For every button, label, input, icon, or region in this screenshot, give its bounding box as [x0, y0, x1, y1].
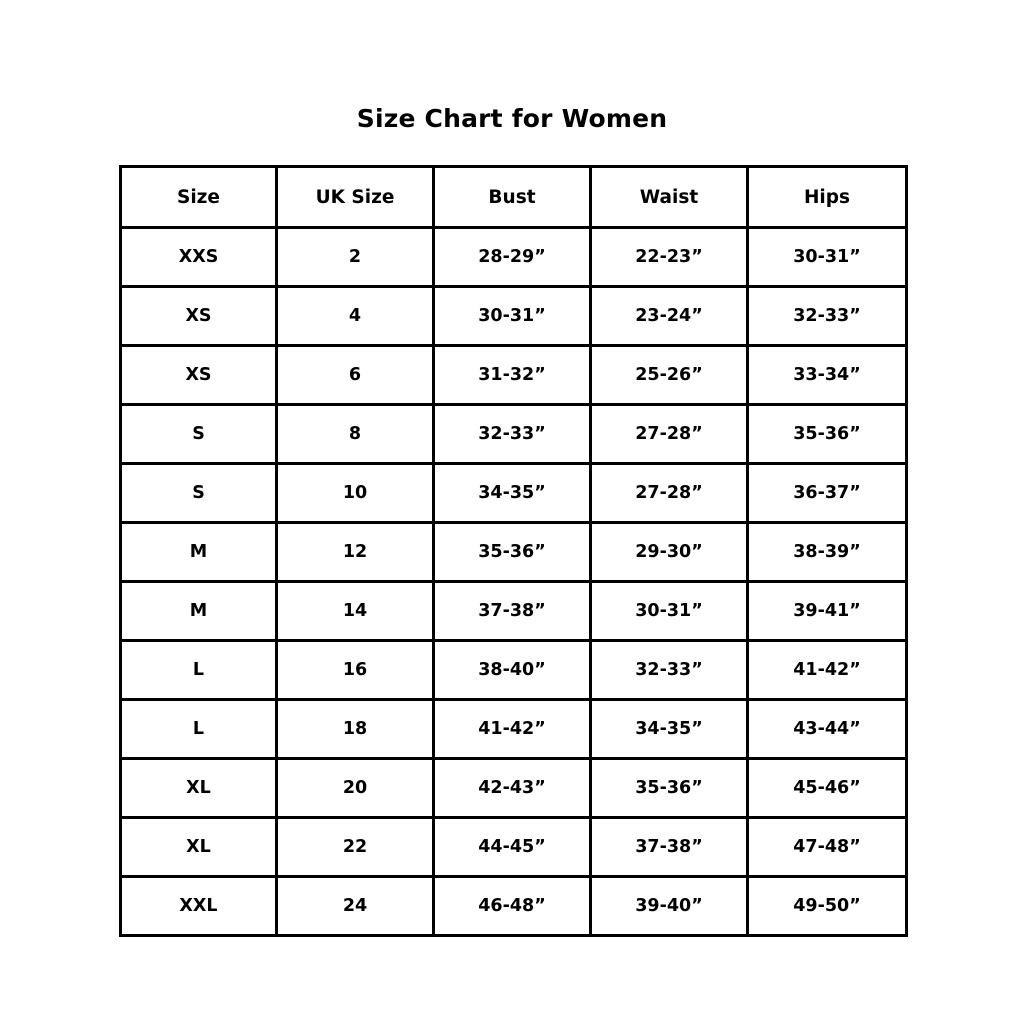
cell-uk-size: 10 [277, 464, 434, 523]
cell-size: S [121, 405, 277, 464]
cell-waist: 35-36” [591, 759, 748, 818]
table-row [121, 287, 907, 346]
cell-size: M [121, 523, 277, 582]
table-row [121, 641, 907, 700]
cell-hips: 32-33” [748, 287, 907, 346]
column-header-uk-size: UK Size [277, 167, 434, 228]
cell-size: XL [121, 759, 277, 818]
table-row [121, 700, 907, 759]
cell-waist: 27-28” [591, 464, 748, 523]
cell-size: XXS [121, 228, 277, 287]
cell-waist: 23-24” [591, 287, 748, 346]
cell-size: S [121, 464, 277, 523]
cell-hips: 38-39” [748, 523, 907, 582]
cell-bust: 32-33” [434, 405, 591, 464]
table-row [121, 759, 907, 818]
cell-bust: 46-48” [434, 877, 591, 936]
column-header-waist: Waist [591, 167, 748, 228]
table-row [121, 582, 907, 641]
table-row [121, 228, 907, 287]
cell-uk-size: 14 [277, 582, 434, 641]
cell-bust: 34-35” [434, 464, 591, 523]
cell-waist: 29-30” [591, 523, 748, 582]
cell-uk-size: 24 [277, 877, 434, 936]
cell-hips: 35-36” [748, 405, 907, 464]
size-chart-table-container [119, 165, 905, 937]
page-title: Size Chart for Women [356, 104, 668, 133]
table-row [121, 346, 907, 405]
table-row [121, 877, 907, 936]
cell-uk-size: 20 [277, 759, 434, 818]
cell-uk-size: 8 [277, 405, 434, 464]
table-body [121, 228, 907, 936]
column-header-size: Size [121, 167, 277, 228]
table-row [121, 523, 907, 582]
cell-uk-size: 22 [277, 818, 434, 877]
cell-waist: 39-40” [591, 877, 748, 936]
cell-size: XL [121, 818, 277, 877]
cell-hips: 49-50” [748, 877, 907, 936]
table-row [121, 818, 907, 877]
cell-hips: 36-37” [748, 464, 907, 523]
cell-uk-size: 12 [277, 523, 434, 582]
cell-bust: 37-38” [434, 582, 591, 641]
column-header-hips: Hips [748, 167, 907, 228]
cell-hips: 30-31” [748, 228, 907, 287]
cell-hips: 33-34” [748, 346, 907, 405]
size-chart-table [119, 165, 908, 937]
table-row [121, 464, 907, 523]
cell-bust: 28-29” [434, 228, 591, 287]
cell-size: M [121, 582, 277, 641]
column-header-bust: Bust [434, 167, 591, 228]
cell-uk-size: 4 [277, 287, 434, 346]
cell-bust: 31-32” [434, 346, 591, 405]
cell-uk-size: 6 [277, 346, 434, 405]
cell-waist: 25-26” [591, 346, 748, 405]
cell-bust: 30-31” [434, 287, 591, 346]
cell-waist: 34-35” [591, 700, 748, 759]
cell-size: XXL [121, 877, 277, 936]
table-header [121, 167, 907, 228]
cell-hips: 47-48” [748, 818, 907, 877]
cell-size: L [121, 700, 277, 759]
cell-waist: 30-31” [591, 582, 748, 641]
cell-bust: 38-40” [434, 641, 591, 700]
cell-hips: 45-46” [748, 759, 907, 818]
cell-waist: 32-33” [591, 641, 748, 700]
cell-uk-size: 16 [277, 641, 434, 700]
cell-uk-size: 2 [277, 228, 434, 287]
cell-waist: 27-28” [591, 405, 748, 464]
cell-hips: 43-44” [748, 700, 907, 759]
cell-waist: 37-38” [591, 818, 748, 877]
cell-bust: 44-45” [434, 818, 591, 877]
cell-size: L [121, 641, 277, 700]
table-row [121, 405, 907, 464]
cell-bust: 42-43” [434, 759, 591, 818]
cell-bust: 35-36” [434, 523, 591, 582]
cell-size: XS [121, 346, 277, 405]
cell-hips: 41-42” [748, 641, 907, 700]
cell-waist: 22-23” [591, 228, 748, 287]
cell-bust: 41-42” [434, 700, 591, 759]
cell-hips: 39-41” [748, 582, 907, 641]
cell-size: XS [121, 287, 277, 346]
table-header-row [121, 167, 907, 228]
cell-uk-size: 18 [277, 700, 434, 759]
